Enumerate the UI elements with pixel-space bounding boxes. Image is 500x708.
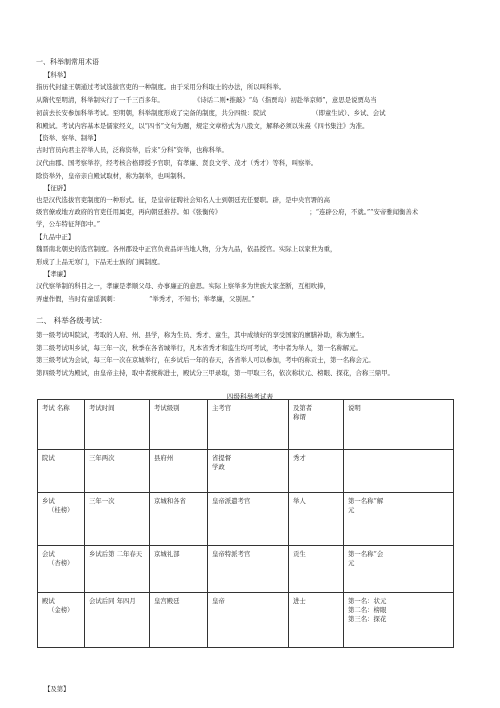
exam-level-line: 第二级考试叫乡试，每三年一次，秋季在各省城举行，凡本省秀才和监生均可考试，考中者为举人，第一名称解元。 [36, 344, 362, 352]
exam-name: 殿试 [42, 597, 55, 605]
table-title: 四级科举考试表 [226, 393, 274, 401]
xiaolian-line [36, 295, 255, 303]
exam-level-cell: 京城和各省 [150, 493, 208, 546]
exam-time-cell: 三年两次 [85, 450, 150, 493]
zhengpi-line-part: ；“连辟公府，不就。”“安帝雅闻衡善术 [309, 208, 419, 216]
table-header-row [38, 400, 454, 450]
zhengpi-line-part: 如《张衡传》 [182, 208, 222, 216]
examiner-cell: 皇帝 [208, 593, 289, 648]
exam-level-line: 第三级考试为会试，每三年一次在京城举行，在乡试后一年的春天，各省举人可以参加，考中的称贡士，第一名称会元。 [36, 356, 375, 364]
exam-time-cell: 会试后同 年四月 [85, 593, 150, 648]
exam-name-sub: （桂榜） [48, 506, 74, 514]
zhengpi-line: 也是汉代选拔官吏制度的一种形式。征，是皇帝征聘社会知名人士到朝廷充任要职。辟，是中央官署的高 [36, 196, 330, 204]
kejv-line-part: 初前去长安参加科举考试。至明朝，科举制度形成了完备的制度，共分四级：院试 [36, 109, 267, 117]
xiaolian-quote: “举秀才，不知书；举孝廉，父别居。” [149, 295, 255, 303]
xiaolian-tag: 【孝廉】 [44, 270, 70, 278]
jidi-tag: 【及第】 [44, 685, 70, 693]
graduate-title-cell: 贡生 [289, 546, 344, 593]
kejv-line [36, 109, 386, 117]
zijv-line: 汉代由郡、国考察举荐，经考核合格即授予官职，有孝廉、贤良文学、茂才（秀才）等科，叫察举。 [36, 159, 318, 167]
examiner-cell: 省提督 学政 [208, 450, 289, 493]
kejv-line [36, 96, 377, 104]
table-row [38, 593, 454, 648]
header-cell: 考试时间 [85, 400, 150, 450]
examiner-cell: 皇帝特派考官 [208, 546, 289, 593]
header-cell: 考试级别 [150, 400, 208, 450]
zhengpi-tag: 【征辟】 [44, 184, 70, 192]
zijv-tag: 【资举、察举、制举】 [36, 134, 100, 142]
kejv-line-part: （即童生试）、乡试、会试 [312, 109, 386, 117]
xiaolian-line: 汉代察举制的科目之一，孝廉是孝顺父母、办事廉正的意思。实际上察举多为世族大家垄断，互相吹捧， [36, 282, 330, 290]
exam-name: 院试 [42, 454, 55, 462]
exam-level-cell: 京城礼部 [150, 546, 208, 593]
zijv-line: 除资举外，皇帝亲自殿试取材，称为制举，也叫制科。 [36, 172, 190, 180]
jiupin-line: 形成了上品无寒门，下品无士族的门阀制度。 [36, 258, 164, 266]
exam-level-cell: 皇宫殿廷 [150, 593, 208, 648]
exam-level-line: 第四级考试为殿试，由皇帝主持，取中者统称进士，殿试分三甲录取，第一甲取三名，依次称状元、榜眼、探花，合称三鼎甲。 [36, 369, 394, 377]
exam-name-cell [38, 546, 85, 593]
jiupin-tag: 【九品中正】 [36, 233, 75, 241]
header-cell: 主考官 [208, 400, 289, 450]
header-cell: 及第者 称谓 [289, 400, 344, 450]
exam-name-cell [38, 450, 85, 493]
note-cell: 第一名：状元 第二名：榜眼 第三名：探花 [344, 593, 454, 648]
examiner-cell: 皇帝派遣考官 [208, 493, 289, 546]
table-row [38, 493, 454, 546]
kejv-line: 指历代封建王朝通过考试选拔官吏的一种制度。由于采用分科取士的办法，所以叫科举。 [36, 83, 286, 91]
kejv-line: 和殿试。考试内容基本是儒家经义，以“四书”文句为题，规定文章格式为八股文，解释必须以朱熹《四书集注》为准。 [36, 122, 369, 130]
zijv-line: 古时官员向君主荐举人员，泛称资举，后来“分科”资举，也称科举。 [36, 146, 228, 154]
xiaolian-line-part: 弄虚作假，当时有童谣讽刺： [36, 295, 120, 303]
header-cell: 考试 名称 [38, 400, 85, 450]
section1-heading: 一、科举制常用术语 [36, 58, 99, 66]
kejv-tag: 【科举】 [44, 71, 70, 79]
kejv-line-part: 从隋代至明清，科举制实行了一千三百多年。 [36, 96, 164, 104]
exam-name-sub: （杏榜） [48, 559, 74, 567]
note-cell: 第一名称“解 元 [344, 493, 454, 546]
exam-name-cell [38, 493, 85, 546]
table-row [38, 546, 454, 593]
exam-level-line: 第一级考试叫院试，考取的人府、州、县学，称为生员、秀才、童生，其中成绩好的享受国家的廪膳补助，称为廪生。 [36, 331, 369, 339]
graduate-title-cell: 秀才 [289, 450, 344, 493]
exam-time-cell: 三年一次 [85, 493, 150, 546]
note-cell [344, 450, 454, 493]
section2-heading: 二、 科举各级考试： [36, 316, 107, 325]
zhengpi-line-part: 级官僚或地方政府的官吏任用属吏，再向朝廷推荐。 [36, 208, 183, 216]
jiupin-line: 魏晋南北朝史的选官制度。各州郡设中正官负责品评当地人物，分为九品，依品授官。实际上以家世为重， [36, 245, 337, 253]
kejv-line-part: 《诗话二则•推敲》“岛（指贾岛）初赴举京师”，意思是说贾岛当 [193, 96, 377, 104]
graduate-title-cell: 进士 [289, 593, 344, 648]
exam-name-sub: （金榜） [48, 606, 74, 614]
table-row [38, 450, 454, 493]
zhengpi-line [36, 208, 418, 216]
graduate-title-cell: 举人 [289, 493, 344, 546]
exam-name-cell [38, 593, 85, 648]
zhengpi-line: 学，公车特征拜郎中。” [36, 220, 100, 228]
exam-name: 会试 [42, 550, 55, 558]
note-cell: 第一名称“会 元 [344, 546, 454, 593]
exam-table [37, 399, 454, 648]
exam-level-cell: 县府州 [150, 450, 208, 493]
exam-time-cell: 乡试后第 二年春天 [85, 546, 150, 593]
exam-name: 乡试 [42, 497, 55, 505]
header-cell: 说明 [344, 400, 454, 450]
